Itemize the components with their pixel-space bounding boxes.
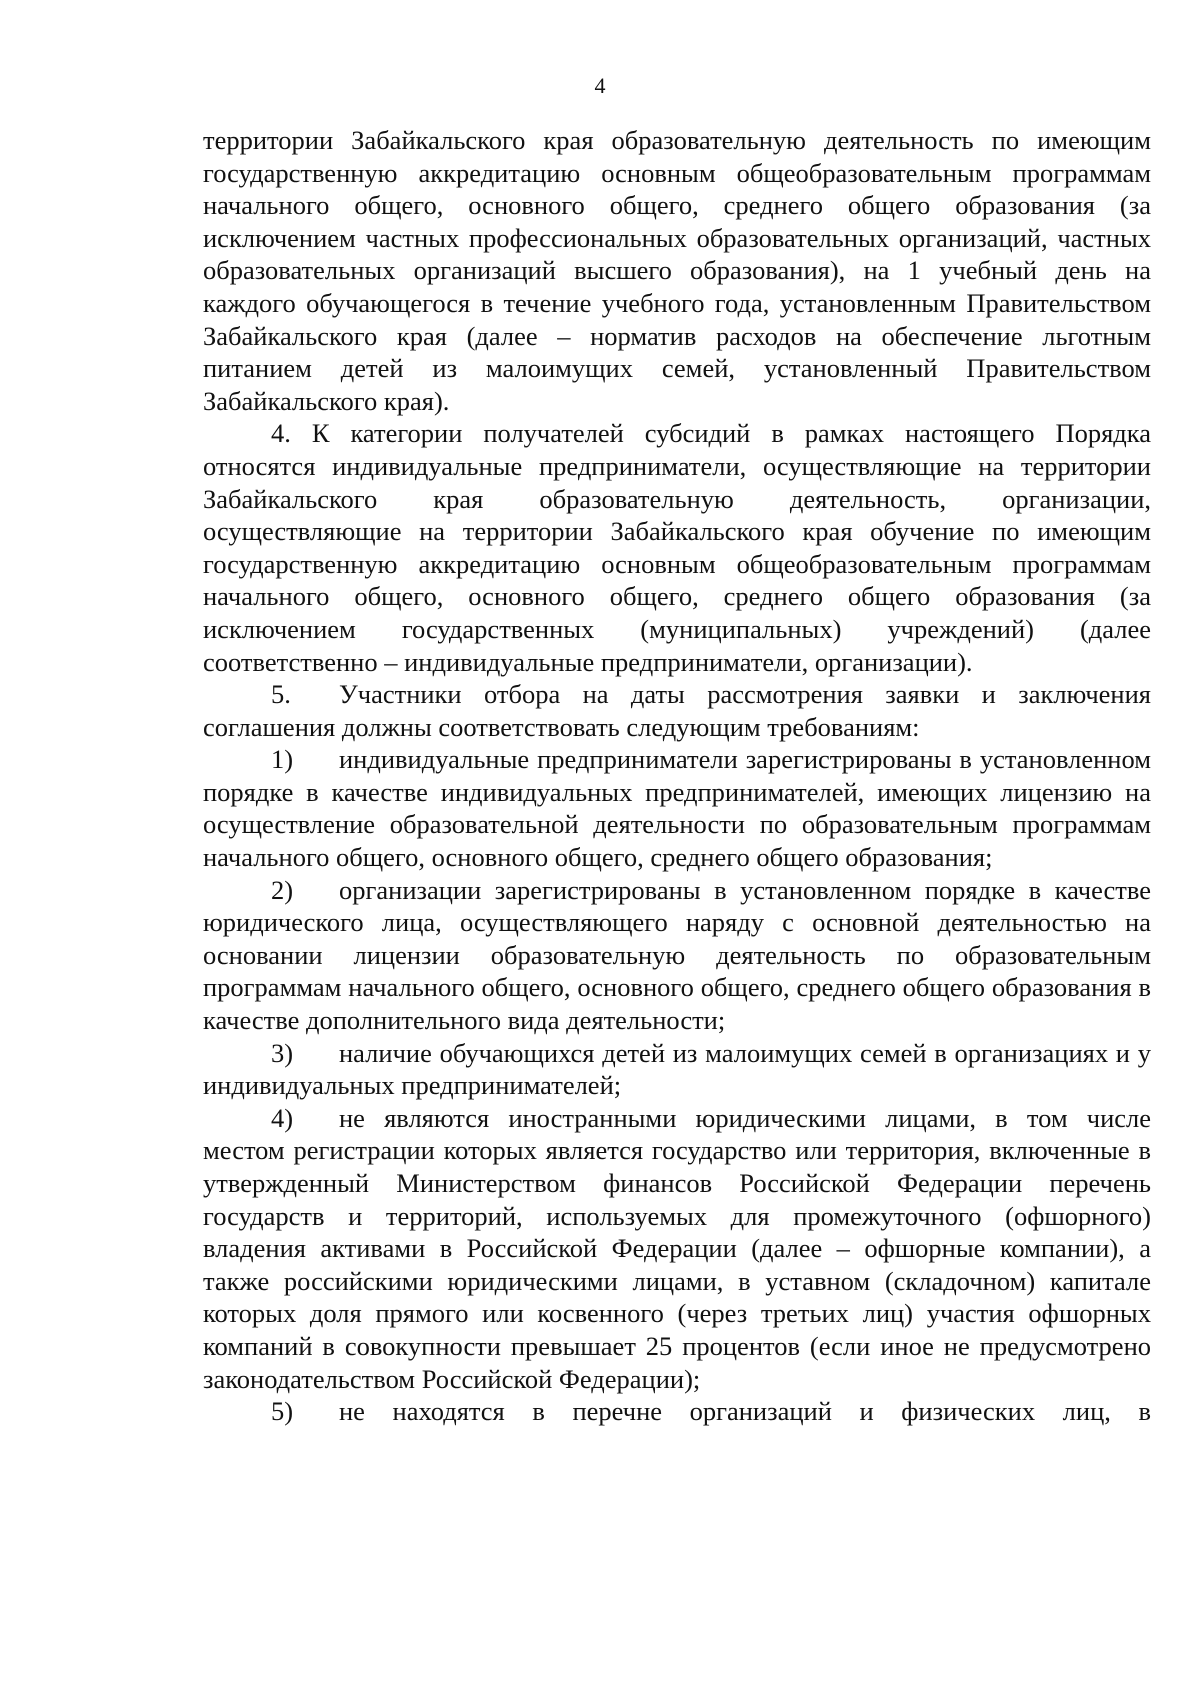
list-item-number: 3) [271,1037,294,1068]
list-item-text: индивидуальные предприниматели зарегистрированы в установленном порядке в качестве индивидуальных предпринимателей, имеющих лицензию на осуществление образовательной деятельности по образовательным программам начального общего, основного общего, среднего общего образования; [203,744,1151,873]
list-item-4 [203,1102,1151,1395]
list-item-text: не находятся в перечне организаций и физических лиц, в [339,1396,1151,1427]
page-number: 4 [594,73,606,98]
list-item-5 [203,1395,1151,1428]
list-item-2 [203,874,1151,1037]
paragraph-text: территории Забайкальского края образовательную деятельность по имеющим государственную аккредитацию основным общеобразовательным программам начального общего, основного общего, среднего общего образования (за исключением частных профессиональных образовательных организаций, частных образовательных организаций высшего образования), на 1 учебный день на каждого обучающегося в течение учебного года, установленным Правительством Забайкальского края (далее – норматив расходов на обеспечение льготным питанием детей из малоимущих семей, установленный Правительством Забайкальского края). [203,125,1151,416]
list-item-text: не являются иностранными юридическими лицами, в том числе местом регистрации которых является государство или территория, включенные в утвержденный Министерством финансов Российской Федерации перечень государств и территорий, используемых для промежуточного (офшорного) владения активами в Российской Федерации (далее – офшорные компании), а также российскими юридическими лицами, в уставном (складочном) капитале которых доля прямого или косвенного (через третьих лиц) участия офшорных компаний в совокупности превышает 25 процентов (если иное не предусмотрено законодательством Российской Федерации); [203,1102,1151,1394]
paragraph-item-5 [203,678,1151,743]
document-body [203,124,1151,1428]
list-item-number: 4) [271,1102,294,1133]
paragraph-text: 4. К категории получателей субсидий в рамках настоящего Порядка относятся индивидуальные предприниматели, осуществляющие на территории Забайкальского края образовательную деятельность, организации, осуществляющие на территории Забайкальского края обучение по имеющим государственную аккредитацию основным общеобразовательным программам начального общего, основного общего, среднего общего образования (за исключением государственных (муниципальных) учреждений) (далее соответственно – индивидуальные предприниматели, организации). [203,418,1151,677]
list-item-text: организации зарегистрированы в установленном порядке в качестве юридического лица, осуществляющего наряду с основной деятельностью на основании лицензии образовательную деятельность по образовательным программам начального общего, основного общего, среднего общего образования в качестве дополнительного вида деятельности; [203,874,1151,1036]
list-item-3 [203,1037,1151,1102]
list-item-number: 5) [271,1396,294,1427]
paragraph-text: Участники отбора на даты рассмотрения заявки и заключения соглашения должны соответствовать следующим требованиям: [203,679,1151,742]
list-item-1 [203,743,1151,873]
paragraph-number: 5. [271,679,291,710]
paragraph-item-4 [203,417,1151,678]
list-item-number: 2) [271,874,294,905]
paragraph-continuation [203,124,1151,417]
list-item-text: наличие обучающихся детей из малоимущих семей в организациях и у индивидуальных предпринимателей; [203,1037,1151,1101]
list-item-number: 1) [271,744,294,775]
